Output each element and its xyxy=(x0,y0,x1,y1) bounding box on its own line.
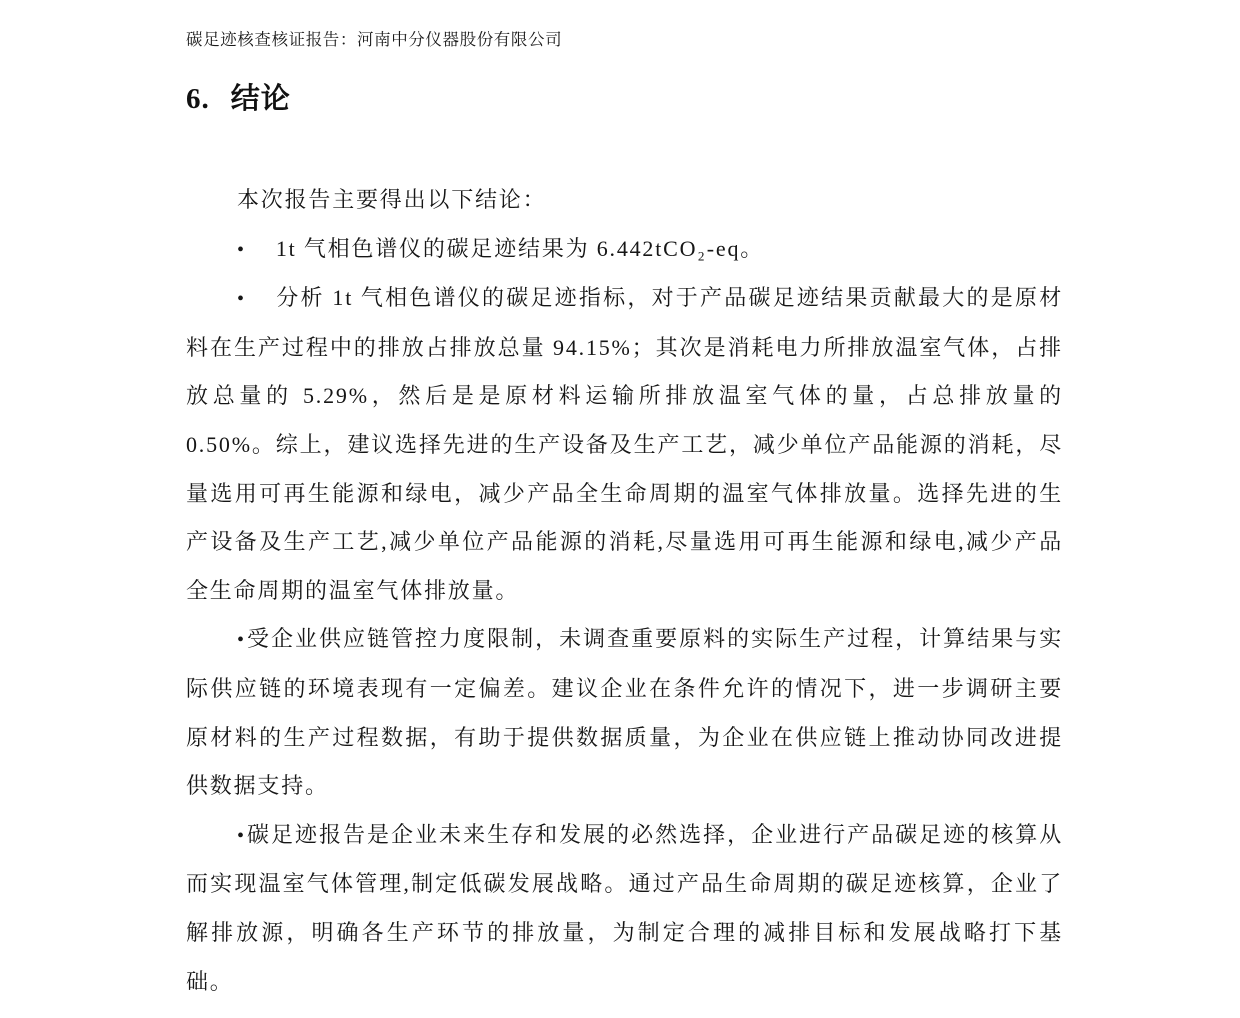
bullet-item-4 xyxy=(186,811,1063,1006)
bullet-icon: • xyxy=(237,629,246,652)
bullet-item-1 xyxy=(186,225,1063,275)
running-header: 碳足迹核查核证报告：河南中分仪器股份有限公司 xyxy=(186,30,563,49)
bullet-text-4: 碳足迹报告是企业未来生存和发展的必然选择，企业进行产品碳足迹的核算从而实现温室气体管理,制定低碳发展战略。通过产品生命周期的碳足迹核算，企业了解排放源，明确各生产环节的排放量，为制定合理的减排目标和发展战略打下基础。 xyxy=(186,821,1063,994)
bullet-item-2 xyxy=(186,274,1063,615)
bullet-icon: • xyxy=(237,824,246,847)
bullet-item-3 xyxy=(186,615,1063,810)
bullet-text-2: 分析 1t 气相色谱仪的碳足迹指标，对于产品碳足迹结果贡献最大的是原材料在生产过程中的排放占排放总量 94.15%；其次是消耗电力所排放温室气体，占排放总量的 5.29%，然后是是原材料运输所排放温室气体的量，占总排放量的 0.50%。综上，建议选择先进的生产设备及生产工艺，减少单位产品能源的消耗，尽量选用可再生能源和绿电，减少产品全生命周期的温室气体排放量。选择先进的生产设备及生产工艺,减少单位产品能源的消耗,尽量选用可再生能源和绿电,减少产品全生命周期的温室气体排放量。 xyxy=(186,285,1063,603)
section-title: 结论 xyxy=(230,83,291,115)
section-heading xyxy=(186,76,291,117)
bullet-icon: • xyxy=(237,288,246,311)
bullet-text-3: 受企业供应链管控力度限制，未调查重要原料的实际生产过程，计算结果与实际供应链的环境表现有一定偏差。建议企业在条件允许的情况下，进一步调研主要原材料的生产过程数据，有助于提供数据质量，为企业在供应链上推动协同改进提供数据支持。 xyxy=(186,626,1063,799)
intro-paragraph: 本次报告主要得出以下结论： xyxy=(237,187,547,212)
section-number: 6. xyxy=(186,83,210,115)
document-body xyxy=(186,176,1063,1006)
bullet-text-1: 1t 气相色谱仪的碳足迹结果为 6.442tCO₂-eq。 xyxy=(275,235,765,261)
bullet-icon: • xyxy=(237,238,246,261)
